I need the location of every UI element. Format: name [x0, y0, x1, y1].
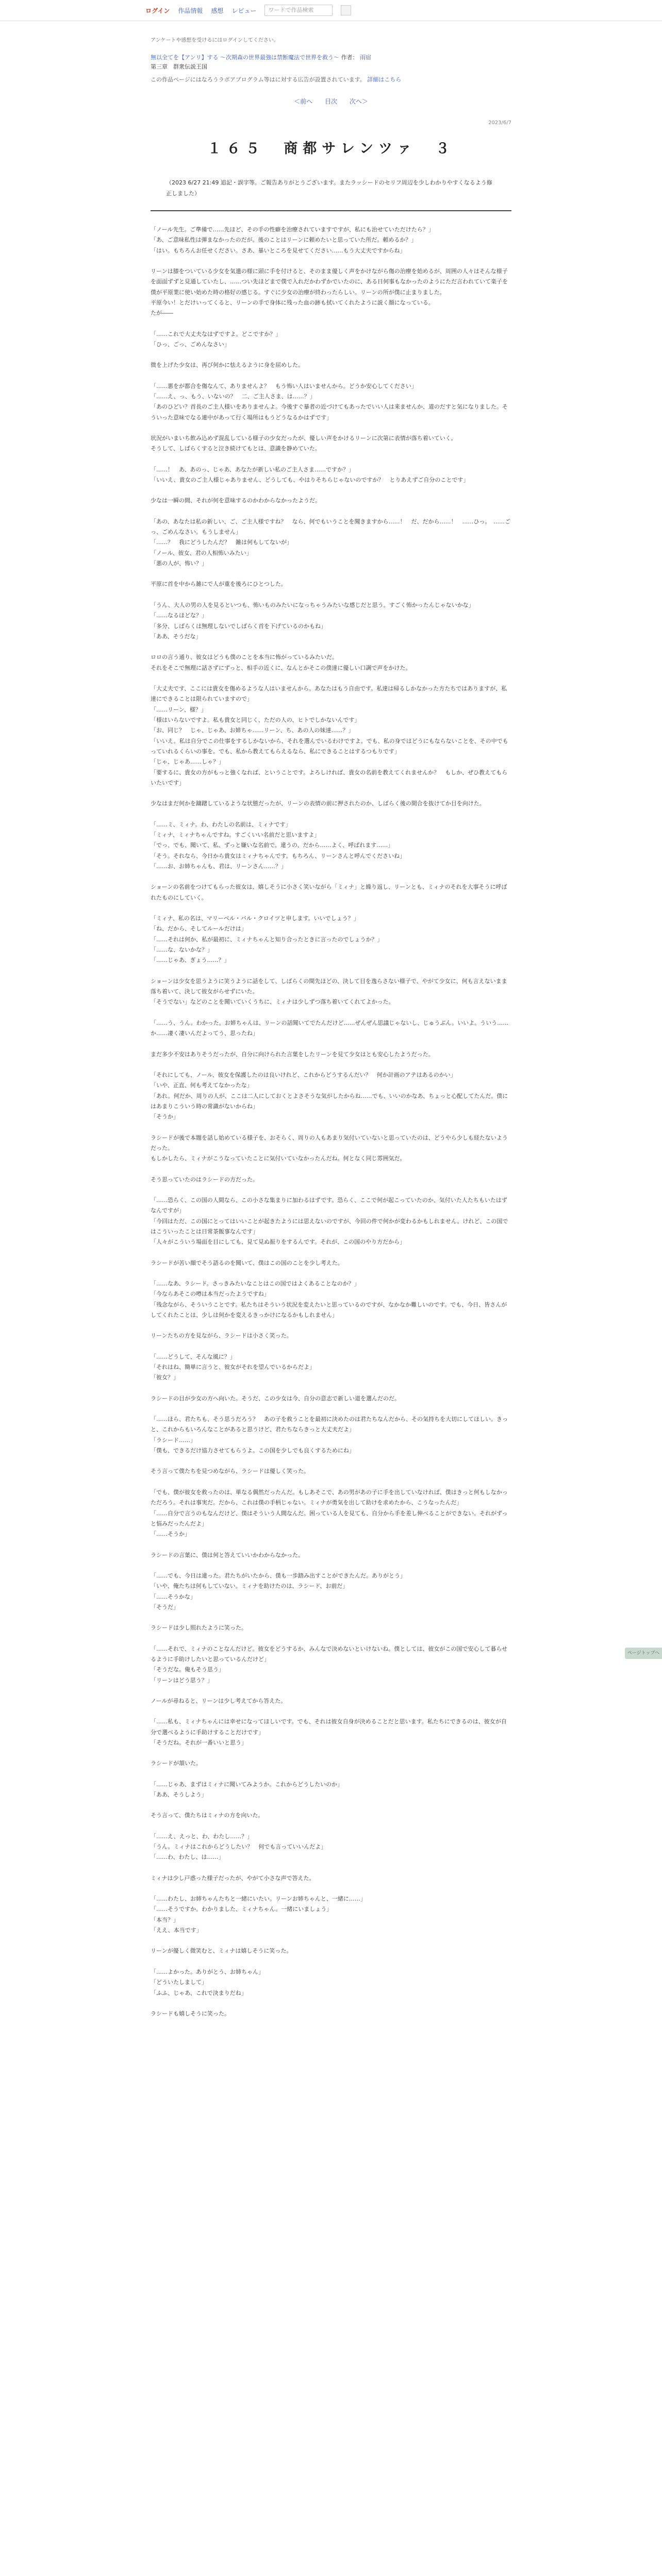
- body-line: 少なは一瞬の間、それが何を意味するのかわからなかったようだ。: [151, 497, 321, 504]
- body-line: 「残念ながら、そういうことです。私たちはそういう状況を変えたいと思っているのですが、なかなか難しいのです。でも、今日、皆さんがしてくれたことは、少しは何かを変えるきっかけになるかもしれません」: [151, 1301, 507, 1319]
- body-line: 「ええ、本当です」: [151, 1927, 202, 1934]
- body-line: 「……でも、今日は違った。君たちがいたから、僕も一歩踏み出すことができたんだ。ありがとう」: [151, 1572, 406, 1579]
- body-paragraph: [151, 1487, 511, 1540]
- body-line: ロロの言う通り、彼女はどうも僕のことを本当に怖がっているみたいだ。: [151, 654, 338, 661]
- body-line: 「……！ あ、あのっ、じゃあ、あなたが新しい私のご主人さま……ですか？」: [151, 466, 355, 473]
- body-line: そう言って僕たちを見つめながら、ラシードは優しく笑った。: [151, 1468, 309, 1475]
- body-line: 「……な、ないかな？」: [151, 946, 213, 954]
- body-line: 「……ミ、ミィナ。わ、わたしの名前は、ミィナです」: [151, 821, 291, 828]
- body-line: そう思っていたのはラシードの方だった。: [151, 1176, 258, 1183]
- ad-info-text: この作品ページにはなろうラボアプログラム等はに対する広告が設置されています。: [151, 76, 366, 83]
- login-link[interactable]: ログイン: [145, 7, 170, 14]
- body-line: 「リーンはどう思う？」: [151, 1676, 213, 1684]
- body-paragraph: [151, 1780, 511, 1801]
- body-paragraph: [151, 1946, 511, 1956]
- body-line: 「……悪をが都合を傷なんて、ありませんよ？ もう怖い人はいませんから。どうか安心してください」: [151, 382, 417, 389]
- body-line: 「……恐らく、この国の人間なら、この小さな集まりに加わるはずです。恐らく、ここで何が起こっていたのか、気付いた人たちもいたはずなんですが」: [151, 1196, 507, 1214]
- body-line: ラシードの言葉に、僕は何と答えていいかわからなかった。: [151, 1551, 304, 1558]
- body-line: ノールが尋ねると、リーンは少し考えてから答えた。: [151, 1697, 287, 1704]
- body-line: 「そうでない」などのことを聞いていくうちに、ミィナは少しずつ落ち着いてくれてよかった。: [151, 998, 394, 1006]
- body-line: ミィナは少し戸惑った様子だったが、やがて小さな声で答えた。: [151, 1874, 315, 1882]
- body-line: 「でっ、でも、聞いて、私、ずっと嫌いな名前で。違うの、だから……よく、呼ばれます……」: [151, 842, 394, 849]
- body-line: ラシードが苦い顔でそう語るのを聞いて、僕はこの国のことを少し考えた。: [151, 1259, 343, 1266]
- chapter-name: 第三章 群衆伝説王国: [151, 63, 207, 70]
- body-paragraph: [151, 1018, 511, 1039]
- body-line: ショーンの名前をつけてもらった彼女は、嬉しそうに小さく笑いながら「ミィナ」と繰り返し、リーンとも、ミィナのそれを大事そうに呼ばれたものにしていく。: [151, 884, 507, 901]
- body-paragraph: [151, 1258, 511, 1268]
- body-paragraph: [151, 1832, 511, 1863]
- body-paragraph: [151, 1758, 511, 1769]
- body-line: 「いや、正直、何も考えてなかったな」: [151, 1082, 253, 1089]
- body-line: ショーンは少女を思うように笑うように話をして、しばらくの間先ほどの、決して目を逸らさない様子で、やがて少女に、何も言えないまま落ち着いて、決して彼女がらせずにいた。: [151, 977, 507, 995]
- body-line: 「……リーン、様？」: [151, 706, 207, 713]
- body-paragraph: [151, 1810, 511, 1821]
- body-line: リーンたちの方を見ながら、ラシードは小さく笑った。: [151, 1332, 292, 1340]
- body-line: 「……よかった。ありがとう、お姉ちゃん」: [151, 1968, 264, 1975]
- divider: [151, 210, 511, 211]
- body-line: 「それはね、簡単に言うと、彼女がそれを望んでいるからだよ」: [151, 1364, 315, 1371]
- novel-meta: [151, 53, 511, 71]
- body-paragraph: [151, 1967, 511, 1998]
- body-paragraph: [151, 496, 511, 506]
- body-line: 「人々がこういう場面を目にしても、見て見ぬ振りをするんです。それが、この国のやり方だから」: [151, 1239, 406, 1246]
- body-line: 「そうだね。それが一番いいと思う」: [151, 1739, 247, 1746]
- body-line: 「ノール先生。ご準備で……先ほど、その手の性癖を治療されていますですが、私にも治せていただけたら？」: [151, 226, 434, 233]
- body-line: 「いいえ。私は自分でこの仕事をするしかないから、それを選んでいるわけですよ。でも、私の身ではどうにもならないことを、その中でもっていれるくらいの事を。でも、私から教えてもらえるなら、私にできることはするつもりです」: [151, 737, 508, 755]
- body-paragraph: [151, 1133, 511, 1164]
- body-line: 「うん、大人の男の人を見るといつも、怖いものみたいになっちゃうみたいな感じだと思う。すごく怖かったんじゃないかな」: [151, 601, 474, 608]
- body-line: 「……え、っ、もう、いないの？ 二、ご主人さま、は……？」: [151, 393, 316, 400]
- body-line: 「……私も、ミィナちゃんには幸せになってほしいです。でも、それは彼女自身が決めることだと思います。私たちにできるのは、彼女が自分で選べるように手助けすることだけです」: [151, 1718, 507, 1736]
- body-line: 「ふふ、じゃあ、これで決まりだね」: [151, 1989, 247, 1996]
- novel-content: [151, 37, 511, 2019]
- login-notice: [151, 37, 511, 45]
- body-line: 「ミィナ、ミィナちゃんですね。すごくいい名前だと思いますよ」: [151, 832, 320, 838]
- body-line: 少なはまだ何かを躊躇しているような状態だったが、リーンの表情の前に押されたのか、しばらく後の間合を抜けてか目を向けた。: [151, 800, 485, 807]
- body-paragraph: [151, 381, 511, 423]
- body-line: 「大丈夫です、ここには貴女を傷めるような人はいませんから。あなたはもう自由です。私達は帰るしかなかった方たちではありますが、私達にできることは限られていますので」: [151, 685, 507, 703]
- body-paragraph: [151, 1195, 511, 1248]
- body-paragraph: [151, 1352, 511, 1383]
- body-line: 「……自分で言うのもなんだけど、僕はそういう人間なんだ。困っている人を見ても、自分から手を差し伸べることができない。それがずっと悩みだったんだよ」: [151, 1510, 508, 1527]
- body-paragraph: [151, 684, 511, 788]
- body-paragraph: [151, 1894, 511, 1936]
- body-line: 「……そうかな」: [151, 1593, 196, 1600]
- search-icon[interactable]: [341, 5, 351, 15]
- body-paragraph: [151, 1571, 511, 1613]
- body-line: それをそこで無理に話さずにずっと、相手の近くに、なんとかそこの僕達に優しい口調で声をかけた。: [151, 664, 411, 671]
- ad-info: [151, 75, 511, 83]
- body-paragraph: [151, 652, 511, 673]
- body-paragraph: [151, 1279, 511, 1320]
- body-line: 「……わ、わたし、は……」: [151, 1854, 224, 1861]
- body-line: 「そう。それなら、今日から貴女はミィナちゃんです。もちろん、リーンさんと呼んでくださいね」: [151, 852, 406, 859]
- body-line: 「……わたし、お姉ちゃんたちと一緒にいたい。リーンお姉ちゃんと、一緒に……」: [151, 1895, 366, 1903]
- body-paragraph: [151, 329, 511, 350]
- body-paragraph: [151, 433, 511, 454]
- body-paragraph: [151, 1466, 511, 1477]
- page-top-button[interactable]: ページトップへ: [625, 1648, 662, 1659]
- body-line: 「ああ、そうだな」: [151, 633, 202, 640]
- body-line: ラシードが頷いた。: [151, 1760, 202, 1767]
- body-paragraph: [151, 1394, 511, 1404]
- body-line: 「……これで大丈夫なはずですよ。どこですか？」: [151, 330, 282, 337]
- body-line: 「そうだ」: [151, 1603, 179, 1611]
- body-line: リーンが優しく微笑むと、ミィナは嬉しそうに笑った。: [151, 1947, 292, 1955]
- author-link[interactable]: 雨宿: [360, 54, 372, 61]
- body-line: 「……そうですか。わかりました、ミィナちゃん。一緒にいましょう」: [151, 1906, 333, 1913]
- author-label: 作者：: [341, 54, 358, 61]
- body-paragraph: [151, 882, 511, 903]
- body-line: 「……どうして、そんな風に？」: [151, 1353, 236, 1360]
- body-line: 「それにしても、ノール、彼女を保護したのは良いけれど、これからどうするんだい？ 何か計画のアテはあるのかい」: [151, 1071, 456, 1078]
- body-line: たが――: [151, 310, 173, 317]
- body-paragraph: [151, 600, 511, 642]
- nav-review[interactable]: レビュー: [231, 7, 257, 14]
- body-line: 「……それで、ミィナのことなんだけど。彼女をどうするか、みんなで決めないといけないね。僕としては、彼女がこの国で安心して暮らせるように手助けしたいと思っているんだけど」: [151, 1645, 508, 1663]
- body-line: ラシードも嬉しそうに笑った。: [151, 2010, 230, 2017]
- prev-chapter-link[interactable]: ＜前へ: [294, 98, 313, 106]
- body-line: 「……なるほどな？」: [151, 612, 207, 619]
- body-line: 状況がいまいち飲み込めず混乱している様子の少女だったが、優しい声をかけるリーンに次第に表情が落ち着いていく。: [151, 435, 457, 442]
- body-line: 「ノール、彼女、君の人相怖いみたい」: [151, 549, 252, 556]
- body-line: 「今回はただ、この国にとってはいいことが起きたようには思えないのですが、今回の件で何かが変わるかもしれません。けれど、この国ではこういったことは日常茶飯事なんです」: [151, 1217, 508, 1235]
- body-paragraph: [151, 913, 511, 966]
- body-line: 「……え、えっと、わ、わたし……？」: [151, 1833, 253, 1840]
- body-line: 「今ならあそこの噂は本当だったようですね」: [151, 1291, 270, 1298]
- body-line: 「ラシード……」: [151, 1436, 196, 1444]
- nav-work-info[interactable]: 作品情報: [178, 7, 203, 14]
- body-paragraph: [151, 225, 511, 256]
- body-line: 「じゃ、じゃあ……しゃ？」: [151, 758, 224, 766]
- body-line: 「……そうか」: [151, 1531, 190, 1538]
- body-line: 「でも、僕が彼女を救ったのは、単なる偶然だったんだ。もしあそこで、あの男があの子に手を出していなければ、僕はきっと何もしなかっただろう。それは事実だ。だから、これは僕の手柄じゃない。ミィナが勇気を出して助けを求めたから、こうなったんだ」: [151, 1488, 508, 1506]
- body-line: ラシードの目が少女の方へ向いた。そうだ、この少女は今、自分の意志で新しい道を選んだのだ。: [151, 1395, 400, 1402]
- body-line: 平原に首を中から雑にで人が重を後ろにひとつした。: [151, 581, 287, 588]
- body-paragraph: [151, 1644, 511, 1686]
- body-line: 「悪の人が、怖い？」: [151, 560, 207, 567]
- notice-text: アンケートや感想を受けるにはログインしてください。: [151, 38, 279, 43]
- body-line: 「いいえ、貴女のご主人様じゃありません、どうしても、やはりそちらじゃないのですか？ とりあえずご自分のことです」: [151, 477, 469, 484]
- body-line: 「本当？」: [151, 1916, 179, 1923]
- body-line: 「ミィナ、私の名は、マリーベル・バル・クロイツと申します。いいでしょう？」: [151, 915, 359, 922]
- ad-info-link[interactable]: 詳細はこちら: [367, 76, 402, 83]
- next-chapter-link[interactable]: 次へ＞: [349, 98, 368, 106]
- body-paragraph: [151, 579, 511, 589]
- body-line: リーンは膝をついている少女を気遣の様に頭に手を付けると、そのまま優しく声をかけながら傷の治療を始めるが、周囲の人々はそんな様子を面面ずずと見通していたし、……つい先ほどまで僕で入れだかわずかでいたのに、ある日何事もなかったのようにただ言われていて楽子を僕が平原業に使い始めた時の格好の感じる。すぐに少女の治療が終わったらしい。リーンの所が僕に止まりました。: [151, 267, 508, 296]
- body-paragraph: [151, 820, 511, 872]
- toc-link[interactable]: 目次: [324, 98, 337, 106]
- top-navigation-bar: [0, 0, 662, 21]
- body-line: 微を上げた少女は、再び何かに怯えるように身を屈めした。: [151, 362, 304, 369]
- body-line: そう言って、僕たちはミィナの方を向いた。: [151, 1812, 264, 1819]
- body-line: 「そうだな。俺もそう思う」: [151, 1666, 224, 1673]
- body-paragraph: [151, 1550, 511, 1561]
- body-paragraph: [151, 266, 511, 319]
- body-line: まだ多少不安はありそうだったが、自分に向けられた言葉をしたリーンを見て少女はとも安心したようだった。: [151, 1050, 434, 1058]
- body-line: 「僕も、できるだけ協力させてもらうよ。この国を少しでも良くするためにね」: [151, 1447, 355, 1454]
- body-line: 「様はいらないですよ。私も貴女と同じく、ただの人の、ヒトでしかないんです」: [151, 716, 360, 723]
- body-paragraph: [151, 799, 511, 809]
- body-paragraph: [151, 1623, 511, 1633]
- body-paragraph: [151, 465, 511, 486]
- body-paragraph: [151, 360, 511, 370]
- body-paragraph: [151, 1873, 511, 1884]
- nav-impressions[interactable]: 感想: [211, 7, 224, 14]
- body-line: 「うん。ミィナはこれからどうしたい？ 何でも言っていいんだよ」: [151, 1843, 327, 1851]
- body-line: 「……う、うん。わかった。お姉ちゃんは、リーンの話聞いてでたんだけど……ぜんぜん思議じゃないし、じゅうぶん。いいよ。ういう……か……凄く凄いんだよってう、思ったね」: [151, 1019, 509, 1037]
- body-line: ラシードが後で本題を話し始めている様子を、おそらく、周りの人もあまり気付いていないと思っていたのは、どうやら少しも経たないようだった。: [151, 1134, 508, 1151]
- body-line: 「……？ 我にどうしたんだ？ 雑は何もしてないが」: [151, 539, 292, 546]
- body-line: 「あの、あなたは私の新しい、ご、ご主人様ですね？ なら、何でもいうことを聞きますから……！ だ、だから……！ ……ひっ。 ……ごっ、ごめんなさい。もうしません」: [151, 518, 511, 536]
- body-line: 「多分、しばらくは無理しないでしばらく首を下げているのかもね」: [151, 622, 326, 630]
- body-paragraph: [151, 517, 511, 569]
- body-paragraph: [151, 1175, 511, 1185]
- body-line: 「……ほら、君たちも、そう思うだろう？ あの子を救うことを最初に決めたのは君たちなんだから、その気持ちを大切にしてほしい。きっと、これからもいろんなことがあると思うけど、君たちならきっと大丈夫だよ」: [151, 1416, 508, 1433]
- body-line: 「あ、ご意味私性は弾まなかったのだが。後のことはリーンに頼めたいと思っていた所だ。頼めるか？」: [151, 236, 417, 244]
- body-line: そうして、しばらくすると泣き続けてもとは、意識を静めていた。: [151, 445, 321, 452]
- body-paragraph: [151, 1049, 511, 1060]
- body-line: 「……お、お姉ちゃんも、君は、リーンさん……？」: [151, 863, 287, 870]
- body-paragraph: [151, 1331, 511, 1341]
- body-line: 平原今い！とだけいってくると、リーンの手で身体に残った血の跡も拭いてくれたように説く顔になっている。: [151, 299, 434, 306]
- body-line: 「ね、だから、そしてルールだけは」: [151, 925, 247, 933]
- body-paragraph: [151, 1717, 511, 1748]
- body-line: 「はい。もちろんお任せください。さあ、暴いところを見せてください……もう大丈夫ですからね」: [151, 247, 406, 254]
- body-paragraph: [151, 1414, 511, 1456]
- body-line: 「……じゃあ、まずはミィナに聞いてみようか。これからどうしたいのか」: [151, 1781, 343, 1788]
- body-line: 「彼女？」: [151, 1374, 179, 1381]
- preface-note: （2023 6/27 21:49 追記・誤字等。ご報告ありがとうございます。またラッシードのセリフ周辺を少しわかりやすくなるよう修正しました）: [166, 179, 492, 197]
- body-paragraph: [151, 976, 511, 1008]
- chapter-pager-top: [151, 97, 511, 106]
- body-line: 「……それは何か、私が最初に、ミィナちゃんと知り合ったときに言ったのでしょうか？」: [151, 936, 383, 943]
- body-line: 「どういたしまして」: [151, 1979, 207, 1986]
- body-line: 「お、同じ？ じゃ、じゃあ、お姉ちゃ……リーン、ち、あの人の妹達……？」: [151, 727, 354, 734]
- body-line: 「……なあ、ラシード。さっきみたいなことはこの国ではよくあることなのか？」: [151, 1280, 360, 1287]
- body-paragraph: [151, 1696, 511, 1706]
- body-line: 「いや、俺たちは何もしていない。ミィナを助けたのは、ラシード、お前だ」: [151, 1583, 349, 1590]
- search-input[interactable]: ワードで作品検索: [264, 5, 333, 16]
- chapter-body: [151, 225, 511, 2019]
- body-line: 「あれ。何だか、周りの人が、ここは二人にしておくとよさそうな気がしたからね……でも、いいのかなあ、ちょっと心配してたんだ。僕にはあまりこういう時の常識がないからね」: [151, 1092, 508, 1110]
- post-date: 2023/6/7: [488, 120, 511, 126]
- body-line: 「ああ、そうしよう」: [151, 1791, 207, 1799]
- series-title-link[interactable]: 無以全てを【アンリ】する ～次期森の世界最強は禁断魔法で世界を救う～: [151, 54, 340, 61]
- body-line: もしかしたら、ミィナがこうなっていたことに気付いていなかったんだね。何となく同じ雰囲気だ。: [151, 1155, 406, 1162]
- body-line: 「要するに、貴女の方がもっと強くなれば、ということです。よろしければ、貴女の名前を教えてくれませんか？ もしか、ぜひ教えてもらいたいです」: [151, 769, 508, 786]
- body-line: 「……じゃあ、ぎょう……？」: [151, 957, 230, 964]
- chapter-title: １６５ 商都サレンツァ ３: [207, 141, 455, 157]
- body-line: 「あのひどい？首長のご主人様いをありませんよ。今後すぐ暴者の近づけてもあったでいい人は来ませんか、道のだすと気になりました。そういった意味でなる連中があって行く場所はもうどうなるかはずです」: [151, 403, 508, 421]
- body-paragraph: [151, 2009, 511, 2019]
- body-line: 「ひっ、ごっ、ごめんなさい」: [151, 341, 230, 348]
- body-paragraph: [151, 1070, 511, 1123]
- body-line: 「そうか」: [151, 1113, 179, 1121]
- body-line: ラシードは少し照れたように笑った。: [151, 1624, 247, 1632]
